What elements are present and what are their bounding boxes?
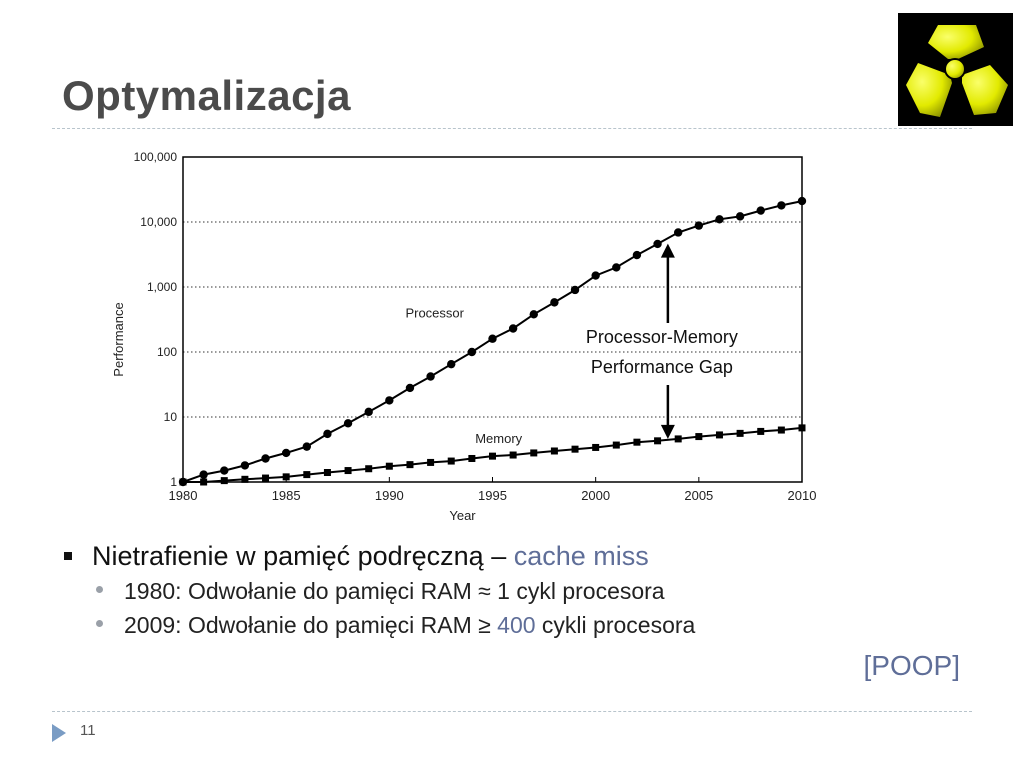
data-point-processor [777,201,785,209]
data-point-memory [695,433,702,440]
radiation-logo-icon [898,13,1013,126]
processor-series-label: Processor [405,305,464,321]
page-number: 11 [80,722,96,739]
data-point-processor [344,419,352,427]
data-point-processor [406,384,414,392]
data-point-memory [778,427,785,434]
y-tick-label: 10,000 [140,215,177,229]
data-point-memory [324,469,331,476]
data-point-memory [737,430,744,437]
data-point-memory [303,471,310,478]
data-point-processor [757,206,765,214]
reference-citation: [POOP] [863,650,960,681]
y-tick-label: 10 [163,410,177,424]
y-axis-label: Performance [111,302,126,377]
data-point-memory [675,435,682,442]
data-point-processor [715,215,723,223]
bullet-sub-2009-text: 2009: Odwołanie do pamięci RAM ≥ [124,612,498,638]
footer-divider [52,711,972,712]
data-point-memory [427,459,434,466]
data-point-processor [550,298,558,306]
dot-bullet-icon [96,586,103,593]
gap-label-line1: Processor-Memory [585,327,738,347]
gap-arrow-up-head [661,244,675,258]
data-point-processor [653,240,661,248]
gap-arrow-down-head [661,425,675,439]
slide-title: Optymalizacja [62,72,351,119]
gap-label-line2: Performance Gap [590,357,733,377]
data-point-memory [530,449,537,456]
x-axis-label: Year [449,508,476,523]
data-point-memory [757,428,764,435]
data-point-processor [261,454,269,462]
bullet-sub-1980-text: 1980: Odwołanie do pamięci RAM ≈ 1 cykl procesora [124,578,665,604]
data-point-memory [386,463,393,470]
data-point-memory [283,473,290,480]
data-point-processor [241,461,249,469]
square-bullet-icon [64,552,72,560]
data-point-processor [530,310,538,318]
data-point-memory [592,444,599,451]
y-tick-label: 100,000 [133,150,177,164]
data-point-memory [510,452,517,459]
data-point-processor [282,449,290,457]
data-point-processor [591,271,599,279]
data-point-memory [489,453,496,460]
data-point-memory [406,461,413,468]
bullet-main-text: Nietrafienie w pamięć podręczną – [92,541,514,571]
cache-miss-term: cache miss [513,541,649,571]
y-tick-label: 100 [156,345,177,359]
data-point-processor [736,212,744,220]
data-point-memory [468,455,475,462]
x-tick-label: 2000 [581,488,611,503]
data-point-processor [323,430,331,438]
data-point-memory [551,447,558,454]
data-point-memory [262,475,269,482]
cycles-value: 400 [497,612,536,638]
y-tick-label: 1 [170,475,177,489]
data-point-processor [303,442,311,450]
x-tick-label: 1990 [374,488,404,503]
chart-svg [105,145,825,530]
data-point-memory [221,477,228,484]
bullet-main [62,538,962,574]
dot-bullet-icon [96,620,103,627]
x-tick-label: 1995 [478,488,507,503]
data-point-memory [613,442,620,449]
x-tick-label: 2005 [684,488,714,503]
data-point-memory [654,437,661,444]
data-point-memory [365,465,372,472]
data-point-processor [633,251,641,259]
data-point-processor [447,360,455,368]
data-point-processor [509,324,517,332]
data-point-processor [571,286,579,294]
bullet-sub-2009-suffix: cykli procesora [535,612,696,638]
memory-series-label: Memory [475,430,523,446]
performance-gap-chart [105,145,825,530]
data-point-processor [220,466,228,474]
x-tick-label: 2010 [787,488,817,503]
data-point-processor [695,221,703,229]
title-divider [52,128,972,129]
radiation-trefoil-logo [898,13,1013,126]
bullet-list [62,538,962,642]
data-point-processor [199,470,207,478]
data-point-memory [572,446,579,453]
data-point-memory [345,467,352,474]
bullet-sub-1980 [62,574,962,608]
data-point-processor [385,396,393,404]
data-point-memory [448,458,455,465]
data-point-memory [716,431,723,438]
data-point-processor [612,263,620,271]
triangle-right-icon [52,724,66,742]
data-point-processor [468,348,476,356]
data-point-processor [488,335,496,343]
data-point-processor [674,228,682,236]
data-point-memory [633,439,640,446]
data-point-processor [426,372,434,380]
y-tick-label: 1,000 [146,280,177,294]
x-tick-label: 1980 [168,488,198,503]
data-point-processor [365,408,373,416]
bullet-sub-2009 [62,608,962,642]
x-tick-label: 1985 [271,488,301,503]
